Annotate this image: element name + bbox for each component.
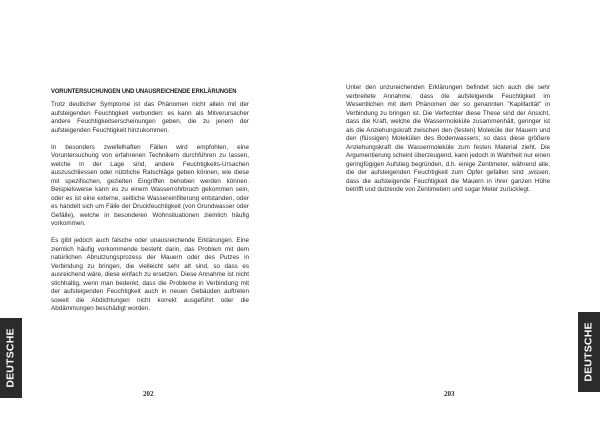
right-text-column — [346, 84, 550, 203]
paragraph: Es gibt jedoch auch falsche oder unausreichende Erklärungen. Eine ziemlich häufig vorkommende besteht darin, das Problem mit dem natürlichen Abnutzungsprozess der Mauern oder des Putzes in Verbindung zu bringen, die vielleicht sehr alt sind, so dass es ausreichend wäre, diese einfach zu ersetzen. Diese Annahme ist nicht stichhaltig, wenn man bedenkt, dass die Probleme in Verbindung mit der aufsteigenden Feuchtigkeit auch in neuen Gebäuden auftreten soweit die Abdichtungen nicht korrekt ausgeführt oder die Abdämmungen beschädigt worden. — [51, 237, 249, 312]
left-text-column — [51, 101, 249, 322]
paragraph: Unter den unzureichenden Erklärungen befindet sich auch die sehr verbreitete Annahme, dass die aufsteigende Feuchtigkeit im Wesentlichen mit dem Phänomen der so genannten "Kapillarität" in Verbindung zu bringen ist. Die Verfechter diese These sind der Ansicht, dass die Kraft, welche die Wassermoleküle zusammenhält, geringer ist als die Anziehungskraft zwischen den (festen) Moleküle der Mauern und den (flüssigen) Molekülen des Bodenwassers; so dass diese größere Anziehungskraft die Wassermoleküle zum festen Material zieht. Die Argumentierung scheint überzeugend, kann jedoch in Wahrheit nur einen geringfügigen Aufstieg begründen, d.h. einige Zentimeter, während alle, die der aufsteigenden Feuchtigkeit zum Opfer gefallen sind ,wissen, dass die aufsteigende Feuchtigkeit die Mauern in ihrer ganzen Höhe betrifft und dutzende von Zentimetern und sogar Meter zurücklegt. — [346, 84, 550, 193]
page-number: 203 — [444, 390, 455, 398]
paragraph: In besonders zweifelhaften Fällen wird empfohlen, eine Voruntersuchung von erfahrenen Technikern durchführen zu lassen, welche in der Lage sind, andere Feuchtigkeits-Ursachen auszuschliessen oder nützliche Ratschläge geben können, wie diese mit spezifischen, gezielten Eingriffen behoben werden können. Beispielsweise kann es zu einem Wasserrohrbruch gekommen sein, oder es ist eine externe, seitliche Wassereinfilterung entstanden, oder es handelt sich um Fälle der Druckfeuchtigkeit (von Grundwasser oder Gefälle), welche in besonderen Wohnsituationen ziemlich häufig vorkommen. — [51, 143, 249, 227]
language-tab-label: DEUTSCHE — [583, 322, 596, 382]
language-tab — [578, 312, 600, 392]
right-page — [300, 0, 600, 436]
paragraph: Trotz deutlicher Symptome ist das Phänomen nicht allein mit der aufsteigenden Feuchtigkeit verbunden: es kann als Mitverursacher andere Feuchtigkeitserscheinungen geben, die zu jenem der aufsteigenden Feuchtigkeit hinzukommen. — [51, 101, 249, 134]
section-heading: VORUNTERSUCHUNGEN UND UNAUSREICHENDE ERKLÄRUNGEN — [51, 88, 237, 95]
language-tab — [0, 318, 22, 398]
page-number: 202 — [143, 390, 154, 398]
language-tab-label: DEUTSCHE — [5, 328, 18, 388]
